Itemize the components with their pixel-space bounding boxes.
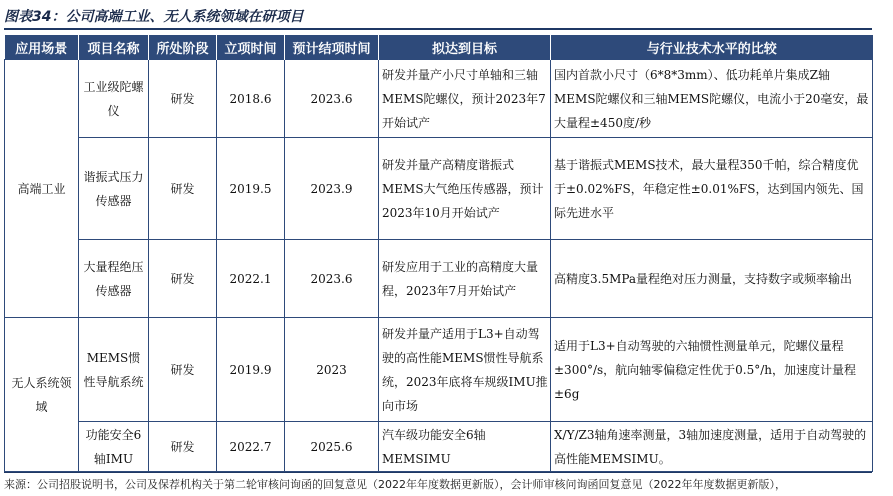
project-compare: 国内首款小尺寸（6*8*3mm）、低功耗单片集成Z轴MEMS陀螺仪和三轴MEMS陀螺仪，电流小于20毫安，最大量程±450度/秒 — [551, 60, 873, 138]
figure-title: 图表34：公司高端工业、无人系统领域在研项目 — [4, 9, 304, 25]
project-compare: 基于谐振式MEMS技术，最大量程350千帕，综合精度优于±0.02%FS，年稳定性±0.01%FS，达到国内领先、国际先进水平 — [551, 138, 873, 240]
project-start: 2018.6 — [217, 60, 285, 138]
table-row — [5, 60, 873, 138]
project-goal: 研发并量产高精度谐振式MEMS大气绝压传感器，预计2023年10月开始试产 — [379, 138, 551, 240]
project-goal: 研发并量产小尺寸单轴和三轴MEMS陀螺仪，预计2023年7开始试产 — [379, 60, 551, 138]
project-start: 2022.7 — [217, 422, 285, 472]
project-compare: 适用于L3+自动驾驶的六轴惯性测量单元，陀螺仪量程±300°/s，航向轴零偏稳定性优于0.5°/h，加速度计量程±6g — [551, 318, 873, 422]
project-start: 2022.1 — [217, 240, 285, 318]
footer-rule — [4, 472, 872, 473]
project-name: 谐振式压力传感器 — [79, 138, 149, 240]
project-goal: 研发并量产适用于L3+自动驾驶的高性能MEMS惯性导航系统，2023年底将车规级IMU推向市场 — [379, 318, 551, 422]
project-name: MEMS惯性导航系统 — [79, 318, 149, 422]
group-cell: 无人系统领域 — [5, 318, 79, 472]
header-row — [5, 35, 873, 60]
col-header: 应用场景 — [5, 35, 79, 60]
table-row — [5, 240, 873, 318]
project-goal: 研发应用于工业的高精度大量程，2023年7月开始试产 — [379, 240, 551, 318]
project-end: 2023 — [285, 318, 379, 422]
project-start: 2019.9 — [217, 318, 285, 422]
project-stage: 研发 — [149, 422, 217, 472]
project-name: 工业级陀螺仪 — [79, 60, 149, 138]
table-row — [5, 138, 873, 240]
project-name: 大量程绝压传感器 — [79, 240, 149, 318]
col-header: 项目名称 — [79, 35, 149, 60]
col-header: 所处阶段 — [149, 35, 217, 60]
project-compare: 高精度3.5MPa量程绝对压力测量，支持数字或频率输出 — [551, 240, 873, 318]
group-cell: 高端工业 — [5, 60, 79, 318]
project-name: 功能安全6轴IMU — [79, 422, 149, 472]
project-stage: 研发 — [149, 60, 217, 138]
projects-table — [4, 35, 873, 472]
project-compare: X/Y/Z3轴角速率测量，3轴加速度测量，适用于自动驾驶的高性能MEMSIMU。 — [551, 422, 873, 472]
col-header: 预计结项时间 — [285, 35, 379, 60]
project-stage: 研发 — [149, 240, 217, 318]
project-end: 2023.6 — [285, 240, 379, 318]
project-stage: 研发 — [149, 138, 217, 240]
table-row — [5, 318, 873, 422]
project-end: 2025.6 — [285, 422, 379, 472]
col-header: 拟达到目标 — [379, 35, 551, 60]
col-header: 立项时间 — [217, 35, 285, 60]
project-end: 2023.6 — [285, 60, 379, 138]
project-goal: 汽车级功能安全6轴MEMSIMU — [379, 422, 551, 472]
table-row — [5, 422, 873, 472]
project-end: 2023.9 — [285, 138, 379, 240]
project-stage: 研发 — [149, 318, 217, 422]
title-rule — [4, 28, 872, 30]
col-header: 与行业技术水平的比较 — [551, 35, 873, 60]
source-note: 来源：公司招股说明书，公司及保荐机构关于第二轮审核问询函的回复意见（2022年年度数据更新版），会计师审核问询函回复意见（2022年年度数据更新版）， — [4, 478, 786, 491]
project-start: 2019.5 — [217, 138, 285, 240]
